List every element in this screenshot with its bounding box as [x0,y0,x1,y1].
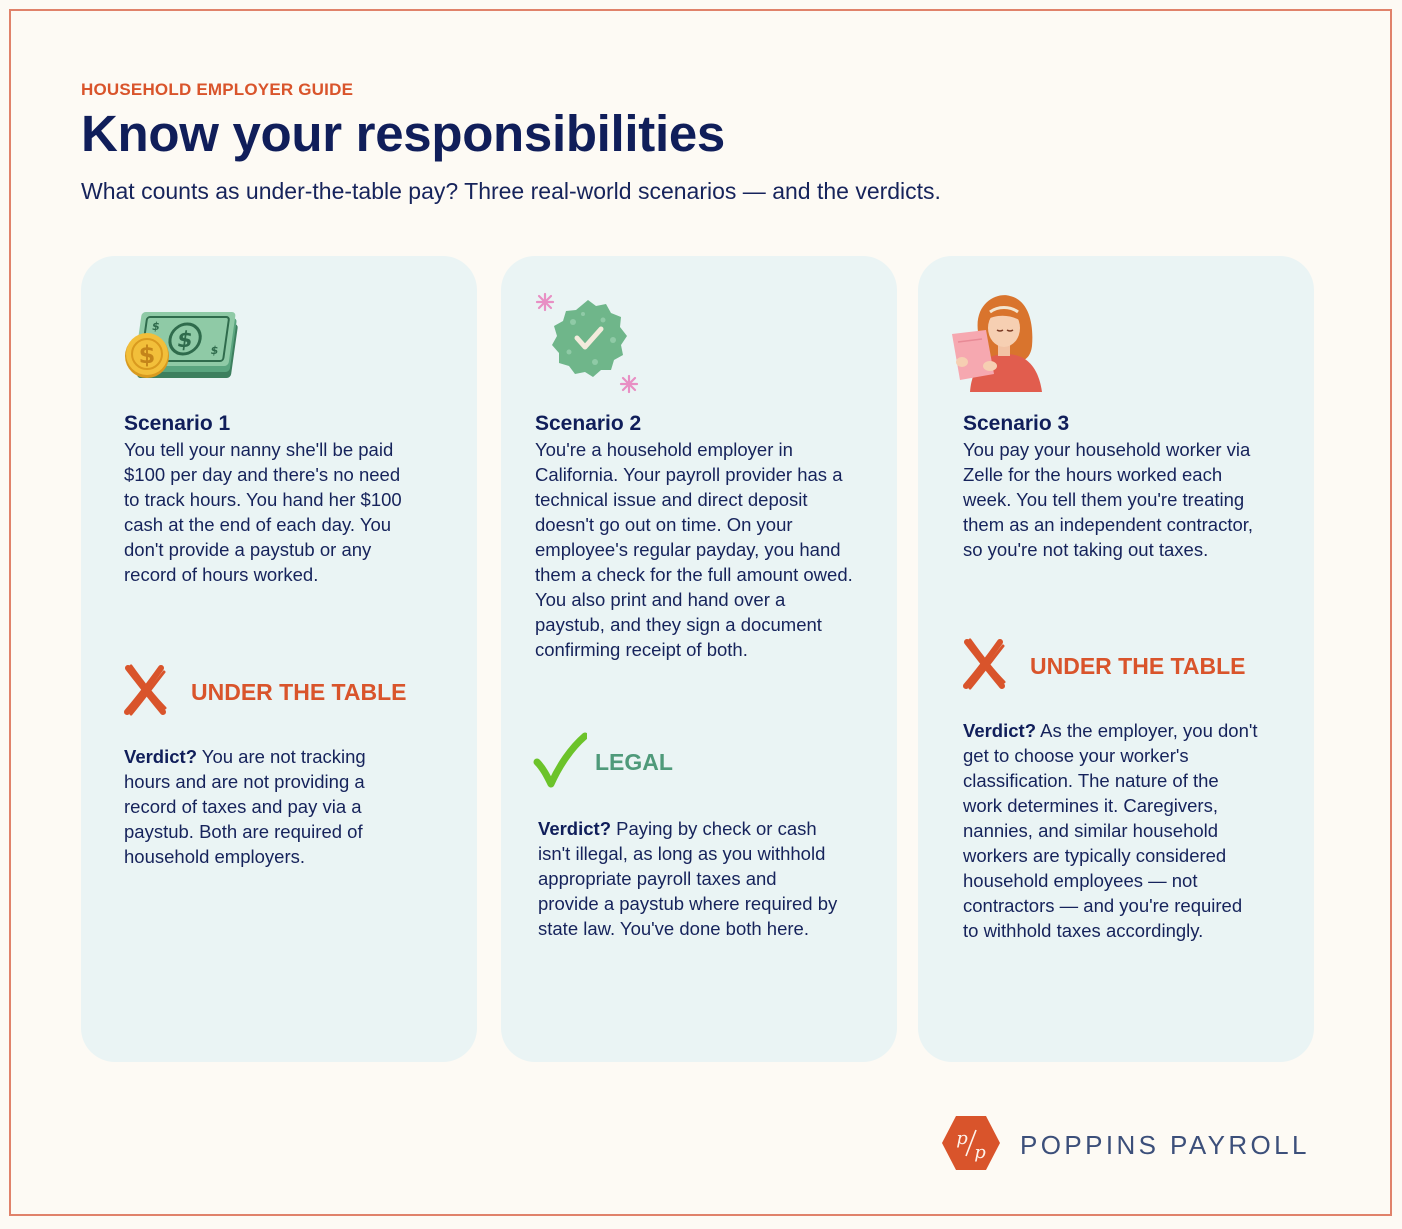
verdict-explanation: Paying by check or cash isn't illegal, as long as you withhold appropriate payroll taxes and provide a paystub where required by state law. You've done both here. [538,818,838,939]
svg-text:p: p [974,1142,986,1163]
verdict-text [963,718,1259,943]
scenario-card-1 [81,256,477,1062]
verdict-badge [123,664,407,721]
svg-text:p: p [956,1128,968,1149]
x-mark-icon [123,664,169,721]
verdict-explanation: As the employer, you don't get to choose your worker's classification. The nature of the work determines it. Caregivers, nannies, and similar household workers are typically considered household employees — not contractors — and you're required to withhold taxes accordingly. [963,720,1258,941]
scenario-title: Scenario 2 [535,412,642,435]
page-subtitle: What counts as under-the-table pay? Three real-world scenarios — and the verdicts. [81,178,941,204]
scenario-title: Scenario 1 [124,412,231,435]
verdict-lead: Verdict? [538,818,611,839]
svg-text:$: $ [138,341,156,369]
cash-stack-icon [123,304,245,387]
scenario-description: You pay your household worker via Zelle for the hours worked each week. You tell them you're treating them as an independent contractor, so you're not taking out taxes. [963,439,1254,560]
verdict-text [538,816,838,941]
svg-text:$: $ [151,320,161,333]
verdict-label: UNDER THE TABLE [1030,653,1246,679]
x-mark-icon [962,638,1008,695]
worker-reading-icon [948,292,1060,397]
scenario-description: You tell your nanny she'll be paid $100 per day and there's no need to track hours. You hand her $100 cash at the end of each day. You don't provide a paystub or any record of hours worked. [124,439,402,585]
check-badge-icon [533,292,643,401]
page-title: Know your responsibilities [81,105,725,162]
checkmark-icon [533,732,587,793]
svg-text:$: $ [175,327,195,353]
brand-logo [940,1114,1310,1177]
verdict-label: LEGAL [595,749,673,775]
brand-name: POPPINS PAYROLL [1020,1130,1310,1160]
eyebrow-label: HOUSEHOLD EMPLOYER GUIDE [81,80,354,99]
verdict-explanation: You are not tracking hours and are not providing a record of taxes and pay via a paystub. Both are required of household employers. [124,746,366,867]
svg-text:$: $ [209,344,220,357]
verdict-badge [533,732,673,793]
verdict-badge [962,638,1246,695]
verdict-lead: Verdict? [963,720,1036,741]
scenario-card-3 [918,256,1314,1062]
verdict-text [124,744,414,869]
poppins-logo-icon [940,1114,1002,1177]
scenario-card-2 [501,256,897,1062]
verdict-label: UNDER THE TABLE [191,679,407,705]
scenario-title: Scenario 3 [963,412,1070,435]
scenario-description: You're a household employer in California. Your payroll provider has a technical issue and direct deposit doesn't go out on time. On your employee's regular payday, you hand them a check for the full amount owed. You also print and hand over a paystub, and they sign a document confirming receipt of both. [535,439,853,660]
verdict-lead: Verdict? [124,746,197,767]
